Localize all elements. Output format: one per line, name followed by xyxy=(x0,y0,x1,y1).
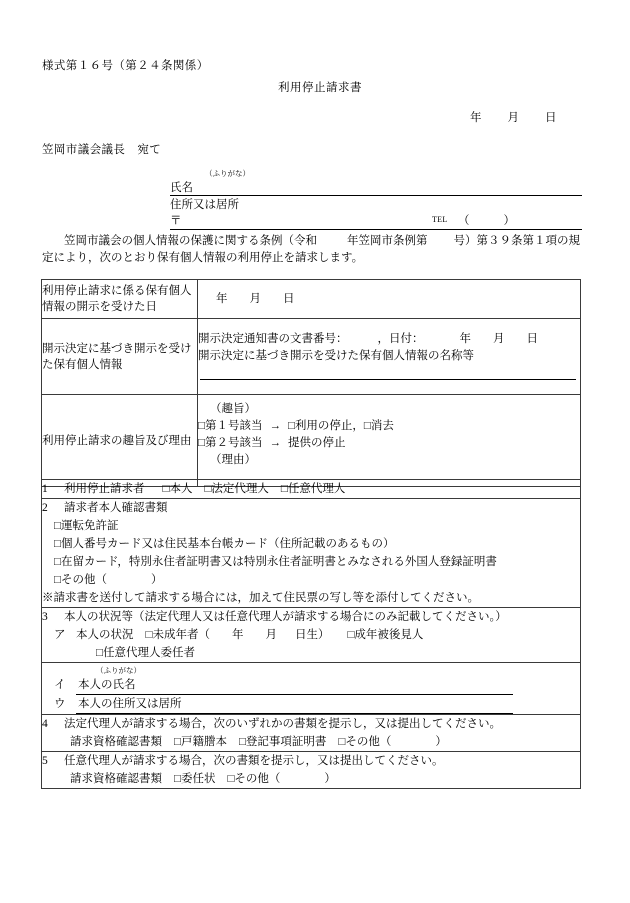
reason-heading: （理由） xyxy=(210,454,256,466)
person-name-field[interactable]: 本人の氏名 xyxy=(76,676,513,695)
checkbox-my-number-card[interactable]: □個人番号カード又は住民基本台帳カード（住所記載のあるもの） xyxy=(54,538,395,550)
purpose-option-1-row[interactable] xyxy=(198,418,580,435)
year-label: 年 xyxy=(216,292,228,305)
item-2-cell xyxy=(42,499,581,608)
suspend-provision-label: 提供の停止 xyxy=(287,437,346,449)
item-3-person-cell xyxy=(42,663,581,715)
item-3-row-a-label: 本人の状況 xyxy=(76,629,134,641)
checkbox-erase[interactable]: □消去 xyxy=(363,420,394,432)
notice-number-line[interactable] xyxy=(198,331,580,348)
item-3-row-c[interactable] xyxy=(42,695,580,714)
checkbox-adult-ward[interactable]: □成年被後見人 xyxy=(347,629,424,641)
item-4-documents-row[interactable] xyxy=(42,733,580,751)
minor-birth-month: 月 xyxy=(265,629,277,641)
item-1-label: 利用停止請求者 xyxy=(64,483,145,495)
person-address-field[interactable]: 本人の住所又は居所 xyxy=(76,695,513,714)
checkbox-item-1[interactable]: □第１号該当 xyxy=(198,420,263,432)
notice-year-label: 年 xyxy=(459,332,471,345)
minor-birth-year: 年 xyxy=(231,629,244,641)
applicant-name-field[interactable] xyxy=(170,179,582,196)
zip-symbol: 〒 xyxy=(170,215,182,227)
page-title: 利用停止請求書 xyxy=(278,82,362,94)
item-3-heading xyxy=(42,608,580,626)
item-3-row-b-marker: イ xyxy=(54,679,66,691)
item-1-cell xyxy=(42,480,581,499)
item-4-number: 4 xyxy=(42,718,48,730)
item-4-cell xyxy=(42,715,581,752)
tel-paren-close: ） xyxy=(503,215,515,227)
item-5-number: 5 xyxy=(42,755,48,767)
item-1-number: 1 xyxy=(42,483,48,495)
table-row xyxy=(42,752,581,789)
checkbox-other-voluntary-doc[interactable]: □その他（ xyxy=(227,773,281,785)
item-3-number: 3 xyxy=(42,611,48,623)
item-2-heading xyxy=(42,499,580,517)
arrow-icon: → xyxy=(269,420,281,432)
ordinance-text-2: 年笠岡市条例第 xyxy=(347,235,428,247)
item-5-doc-label: 請求資格確認書類 xyxy=(70,773,162,785)
notice-day-label: 日 xyxy=(526,332,538,345)
minor-birth-day: 日生） xyxy=(294,629,330,641)
addressee-line xyxy=(42,141,161,157)
purpose-heading: （趣旨） xyxy=(210,403,256,415)
notice-month-label: 月 xyxy=(493,332,505,345)
item-4-label: 法定代理人が請求する場合，次のいずれかの書類を提示し，又は提出してください。 xyxy=(64,718,501,730)
item-5-heading xyxy=(42,752,580,770)
checkbox-self[interactable]: □本人 xyxy=(162,483,193,495)
item-4-paren-close: ） xyxy=(435,736,447,748)
checkbox-item-2[interactable]: □第２号該当 xyxy=(198,437,263,449)
applicant-name-label: 氏名 xyxy=(170,182,193,194)
disclosed-info-input[interactable] xyxy=(198,319,581,395)
checkbox-other-legal-doc[interactable]: □その他（ xyxy=(338,736,392,748)
tel-area-code-field[interactable] xyxy=(458,212,515,228)
purpose-reason-input[interactable] xyxy=(198,395,581,487)
checkbox-family-register[interactable]: □戸籍謄本 xyxy=(174,736,227,748)
month-label: 月 xyxy=(249,292,261,305)
checkbox-suspend-use[interactable]: □利用の停止， xyxy=(287,420,364,432)
table-row xyxy=(42,715,581,752)
notice-number-label: 開示決定通知書の文書番号： xyxy=(198,332,348,345)
day-label: 日 xyxy=(283,292,295,305)
item-5-cell xyxy=(42,752,581,789)
item-4-heading xyxy=(42,715,580,733)
date-year-label: 年 xyxy=(470,112,482,124)
row-label-disclosed-info: 開示決定に基づき開示を受けた保有個人情報 xyxy=(42,319,198,395)
ordinance-text-4: 次のとおり保有個人情報の利用停止を請求します。 xyxy=(99,252,364,264)
table-row xyxy=(42,280,581,319)
applicant-address-label-row xyxy=(170,196,582,212)
checkbox-registry-certificate[interactable]: □登記事項証明書 xyxy=(238,736,327,748)
table-row xyxy=(42,319,581,395)
checkbox-minor[interactable]: □未成年者（ xyxy=(145,629,210,641)
row-label-purpose-reason: 利用停止請求の趣旨及び理由 xyxy=(42,395,198,487)
tel-label: TEL xyxy=(432,215,448,224)
applicant-zip-tel-field[interactable] xyxy=(170,212,582,230)
item-3-row-a-marker: ア xyxy=(54,629,66,641)
checkbox-other-document[interactable] xyxy=(42,571,580,589)
checkbox-legal-representative[interactable]: □法定代理人 xyxy=(204,483,269,495)
checkbox-drivers-license[interactable]: □運転免許証 xyxy=(54,520,119,532)
table-row xyxy=(42,499,581,608)
item-2-number: 2 xyxy=(42,502,48,514)
info-name-line: 開示決定に基づき開示を受けた保有個人情報の名称等 xyxy=(198,349,474,362)
date-day-label: 日 xyxy=(545,112,557,124)
purpose-option-2-row[interactable] xyxy=(198,435,580,452)
ordinance-paragraph xyxy=(42,233,587,267)
checkbox-power-of-attorney[interactable]: □委任状 xyxy=(174,773,216,785)
checkbox-residence-card[interactable]: □在留カード，特別永住者証明書又は特別永住者証明書とみなされる外国人登録証明書 xyxy=(54,556,497,568)
item-3-label: 本人の状況等（法定代理人又は任意代理人が請求する場合にのみ記載してください。） xyxy=(64,611,507,623)
row-label-disclosure-date: 利用停止請求に係る保有個人情報の開示を受けた日 xyxy=(42,280,198,319)
item-2-label: 請求者本人確認書類 xyxy=(64,502,168,514)
notice-date-label: ，日付： xyxy=(377,332,424,345)
applicant-address-label: 住所又は居所 xyxy=(170,199,239,211)
item-3-cell xyxy=(42,608,581,663)
table-row xyxy=(42,608,581,663)
table-row xyxy=(42,663,581,715)
ordinance-text-1: 笠岡市議会の個人情報の保護に関する条例（令和 xyxy=(64,235,317,247)
submission-date-line xyxy=(470,109,557,125)
item-3-row-c-marker: ウ xyxy=(54,698,66,710)
checkbox-voluntary-representative[interactable]: □任意代理人 xyxy=(280,483,346,495)
checkbox-other-paren-close: ） xyxy=(150,574,163,586)
table-row xyxy=(42,395,581,487)
item-5-paren-close: ） xyxy=(324,773,336,785)
checkbox-other-label: □その他（ xyxy=(54,574,107,586)
checkbox-voluntary-delegator[interactable]: □任意代理人委任者 xyxy=(96,647,195,659)
addressee-suffix: 宛て xyxy=(137,144,162,156)
item-4-doc-label: 請求資格確認書類 xyxy=(70,736,162,748)
form-number: 様式第１６号（第２４条関係） xyxy=(42,60,209,72)
tel-paren-open: （ xyxy=(458,215,470,227)
disclosure-date-input[interactable] xyxy=(198,280,581,319)
table-row xyxy=(42,480,581,499)
disclosure-info-table xyxy=(41,279,581,487)
date-month-label: 月 xyxy=(507,112,519,124)
item-5-label: 任意代理人が請求する場合，次の書類を提示し，又は提出してください。 xyxy=(64,755,444,767)
arrow-icon: → xyxy=(269,437,281,449)
item-3-row-a[interactable] xyxy=(42,626,580,644)
requester-documents-table xyxy=(41,479,581,789)
item-2-note: ※請求書を送付して請求する場合には，加えて住民票の写し等を添付してください。 xyxy=(42,592,479,604)
person-furigana-label: （ふりがな） xyxy=(96,666,141,675)
item-3-row-b[interactable] xyxy=(42,676,580,695)
ordinance-text-3: 号）第３９条第１項の規定により， xyxy=(42,235,580,264)
info-name-rule xyxy=(200,379,576,380)
applicant-furigana-label: （ふりがな） xyxy=(205,169,250,178)
item-5-documents-row[interactable] xyxy=(42,770,580,788)
addressee-name: 笠岡市議会議長 xyxy=(42,144,126,156)
